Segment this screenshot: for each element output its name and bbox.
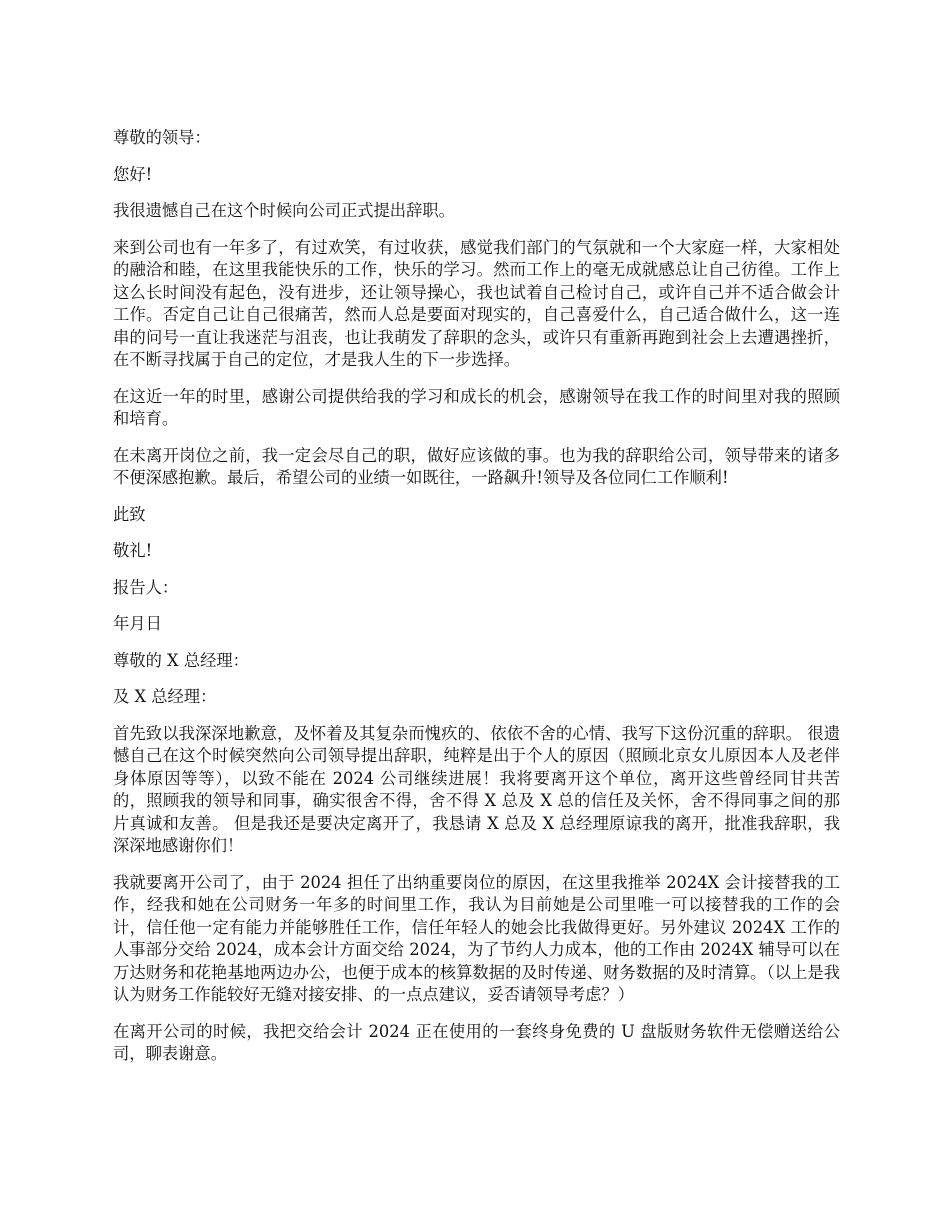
date-label: 年月日: [113, 614, 162, 633]
signature-label: 报告人：: [113, 577, 179, 597]
closing-salute: 敬礼!: [113, 541, 153, 560]
paragraph: 我就要离开公司了，由于 2024 担任了出纳重要岗位的原因，在这里我推举 2024X 会计接替我的工作，经我和她在公司财务一年多的时间里工作，我认为目前她是公司里唯一可以接替我的工作的会计，信任他一定有能力并能够胜任工作，信任年轻人的她会比我做得更好。另外建议 2024X 工作的人事部分交给 2024，成本会计方面交给 2024，为了节约人力成本，他的工作由 2024X 辅导可以在万达财务和花艳基地两边办公，也便于成本的核算数据的及时传递、财务数据的及时清算。（以上是我认为财务工作能较好无缝对接安排、的一点点建议，妥否请领导考虑？）: [113, 872, 840, 1004]
paragraph: 在这近一年的时里，感谢公司提供给我的学习和成长的机会，感谢领导在我工作的时间里对我的照顾和培育。: [113, 386, 840, 428]
paragraph: 首先致以我深深地歉意，及怀着及其复杂而愧疚的、依依不舍的心情、我写下这份沉重的辞职。 很遗憾自己在这个时候突然向公司领导提出辞职，纯粹是出于个人的原因（照顾北京女儿原因本人及老伴身体原因等等），以致不能在 2024 公司继续进展！我将要离开这个单位，离开这些曾经同甘共苦的，照顾我的领导和同事，确实很舍不得，舍不得 X 总及 X 总的信任及关怀，舍不得同事之间的那片真诚和友善。 但是我还是要决定离开了，我恳请 X 总及 X 总经理原谅我的离开，批准我辞职，我深深地感谢你们！: [113, 723, 840, 855]
closing: 此致: [113, 504, 146, 524]
paragraph: 在离开公司的时候，我把交给会计 2024 正在使用的一套终身免费的 U 盘版财务软件无偿赠送给公司，聊表谢意。: [113, 1021, 840, 1063]
salutation: 尊敬的 X 总经理：: [113, 650, 249, 670]
paragraph: 我很遗憾自己在这个时候向公司正式提出辞职。: [113, 201, 455, 220]
salutation: 尊敬的领导：: [113, 128, 211, 147]
salutation: 及 X 总经理：: [113, 687, 217, 706]
document-page: [113, 127, 840, 1080]
greeting: 您好!: [113, 164, 153, 184]
paragraph: 在未离开岗位之前，我一定会尽自己的职，做好应该做的事。也为我的辞职给公司，领导带来的诸多不便深感抱歉。最后，希望公司的业绩一如既往，一路飙升!领导及各位同仁工作顺利!: [113, 445, 840, 487]
paragraph: 来到公司也有一年多了，有过欢笑，有过收获，感觉我们部门的气氛就和一个大家庭一样，大家相处的融洽和睦，在这里我能快乐的工作，快乐的学习。然而工作上的毫无成就感总让自己彷徨。工作上这么长时间没有起色，没有进步，还让领导操心，我也试着自己检讨自己，或许自己并不适合做会计工作。否定自己让自己很痛苦，然而人总是要面对现实的，自己喜爱什么，自己适合做什么，这一连串的问号一直让我迷茫与沮丧，也让我萌发了辞职的念头，或许只有重新再跑到社会上去遭遇挫折，在不断寻找属于自己的定位，才是我人生的下一步选择。: [113, 237, 840, 369]
